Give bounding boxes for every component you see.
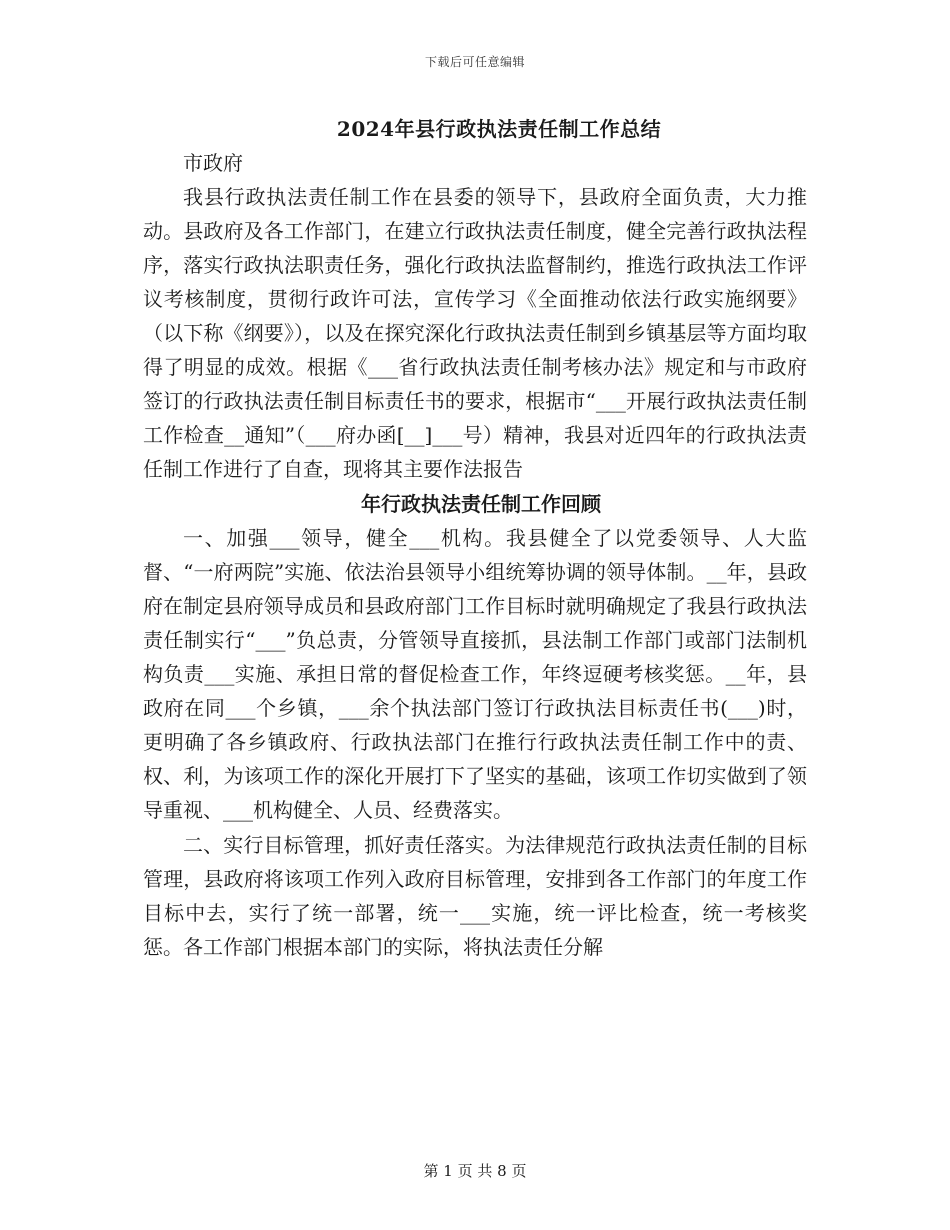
section-paragraph: 二、实行目标管理，抓好责任落实。为法律规范行政执法责任制的目标管理，县政府将该项工作列入政府目标管理，安排到各工作部门的年度工作目标中去，实行了统一部署，统一___实施，统一评比检查，统一考核奖惩。各工作部门根据本部门的实际，将执法责任分解 [143,833,807,959]
section-heading: 年行政执法责任制工作回顾 [361,492,601,516]
document-body [143,146,807,964]
addressee: 市政府 [183,151,243,175]
body-paragraph: 我县行政执法责任制工作在县委的领导下，县政府全面负责，大力推动。县政府及各工作部门，在建立行政执法责任制度，健全完善行政执法程序，落实行政执法职责任务，强化行政执法监督制约，推选行政执法工作评议考核制度，贯彻行政许可法，宣传学习《全面推动依法行政实施纲要》（以下称《纲要》），以及在探究深化行政执法责任制到乡镇基层等方面均取得了明显的成效。根据《___省行政执法责任制考核办法》规定和与市政府签订的行政执法责任制目标责任书的要求，根据市“___开展行政执法责任制工作检查__通知”（___府办函[__]___号）精神，我县对近四年的行政执法责任制工作进行了自查，现将其主要作法报告 [143,185,807,481]
section-paragraph: 一、加强___领导，健全___机构。我县健全了以党委领导、人大监督、“一府两院”实施、依法治县领导小组统筹协调的领导体制。__年，县政府在制定县府领导成员和县政府部门工作目标时就明确规定了我县行政执法责任制实行“___”负总责，分管领导直接抓，县法制工作部门或部门法制机构负责___实施、承担日常的督促检查工作，年终逗硬考核奖惩。__年，县政府在同___个乡镇，___余个执法部门签订行政执法目标责任书(___)时，更明确了各乡镇政府、行政执法部门在推行行政执法责任制工作中的责、权、利，为该项工作的深化开展打下了坚实的基础，该项工作切实做到了领导重视、___机构健全、人员、经费落实。 [143,526,807,822]
document-title: 2024年县行政执法责任制工作总结 [336,117,662,141]
page-number-footer: 第 1 页 共 8 页 [423,1162,527,1180]
page-header-note: 下载后可任意编辑 [424,55,525,69]
